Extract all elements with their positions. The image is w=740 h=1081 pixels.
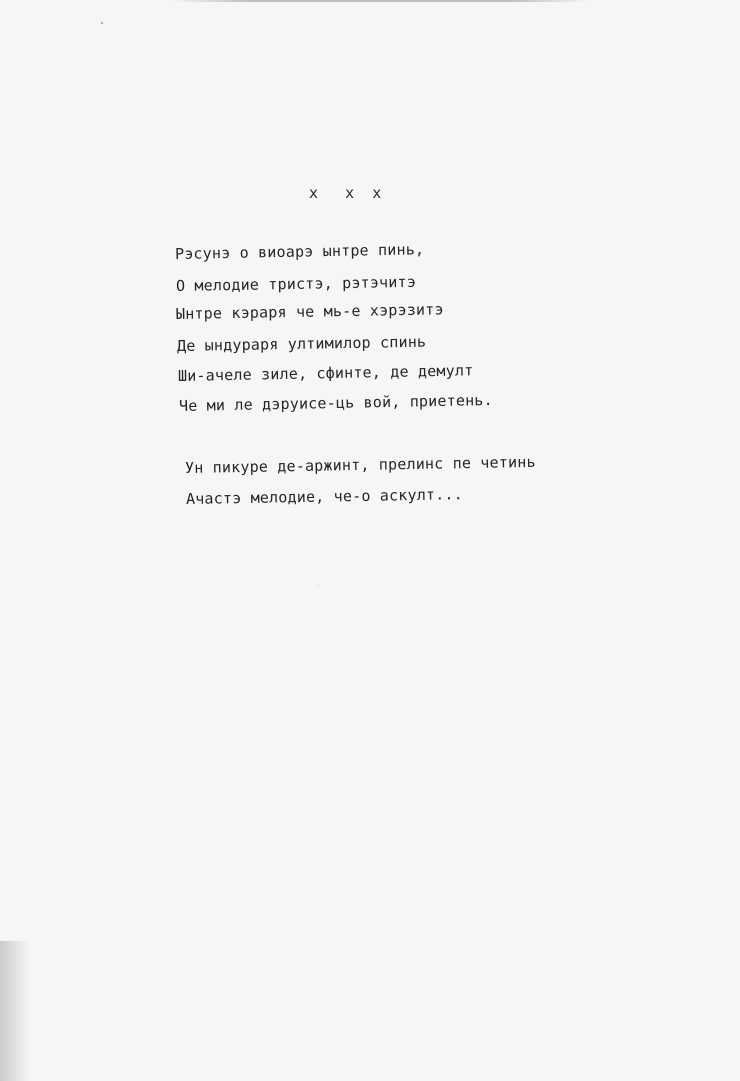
poem-line: Ши-ачеле зиле, сфинте, де демулт	[177, 361, 474, 385]
poem-line: Де ындураря ултимилор спинь	[176, 332, 427, 355]
poem-line: Ынтре кэраря че мь-е хэрэзитэ	[175, 300, 444, 323]
poem-line: Ун пикуре де-аржинт, прелинс пе четинь	[184, 452, 536, 477]
poem-line: Ачастэ мелодие, че-о аскулт...	[185, 485, 464, 508]
paper-speck	[318, 585, 319, 586]
poem-line: О мелодие тристэ, рэтэчитэ	[175, 272, 417, 295]
page-top-edge	[170, 0, 590, 2]
paper-speck	[101, 22, 103, 24]
corner-shadow	[0, 941, 30, 1081]
poem-line: Че ми ле дэруисе-ць вой, приетень.	[178, 390, 493, 415]
poem-line: Рэсунэ о виоарэ ынтре пинь,	[174, 240, 425, 263]
poem-ornament: x x x	[309, 184, 382, 202]
